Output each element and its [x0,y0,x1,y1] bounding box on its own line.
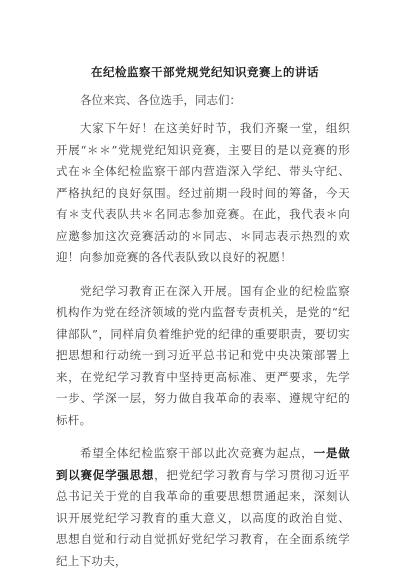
paragraph-party-education: 党纪学习教育正在深入开展。国有企业的纪检监察机构作为党在经济领域的党内监督专责机关，是党的“纪律部队”，同样肩负着维护党的纪律的重要职责，要切实把思想和行动统一到习近平总书记和党中央决策部署上来，在党纪学习教育中坚持更高标准、更严要求，先学一步、学深一层，努力做自我革命的表率、遵规守纪的标杆。 [56,283,350,427]
paragraph-hopes [56,443,350,572]
page-title: 在纪检监察干部党规党纪知识竞赛上的讲话 [91,65,319,79]
salutation: 各位来宾、各位选手，同志们： [80,93,241,107]
paragraph-hopes-body: ，把党纪学习教育与学习贯彻习近平总书记关于党的自我革命的重要思想贯通起来，深刻认识开展党纪学习教育的重大意义，以高度的政治自觉、思想自觉和行动自觉抓好党纪学习教育，在全面系统学纪上下功夫， [56,467,350,568]
paragraph-hopes-point-one: 一是做到以赛促学强思想 [56,446,350,482]
paragraph-opening: 大家下午好！在这美好时节，我们齐聚一堂，组织开展“＊＊”党规党纪知识竞赛，主要目的是以竞赛的形式在＊全体纪检监察干部内营造深入学纪、带头守纪、严格执纪的良好氛围。经过前期一段时间的筹备，今天有＊支代表队共＊名同志参加竞赛。在此，我代表＊向应邀参加这次竞赛活动的＊同志、＊同志表示热烈的欢迎！向参加竞赛的各代表队致以良好的祝愿！ [56,121,350,264]
paragraph-hopes-intro: 希望全体纪检监察干部以此次竞赛为起点， [80,446,314,460]
